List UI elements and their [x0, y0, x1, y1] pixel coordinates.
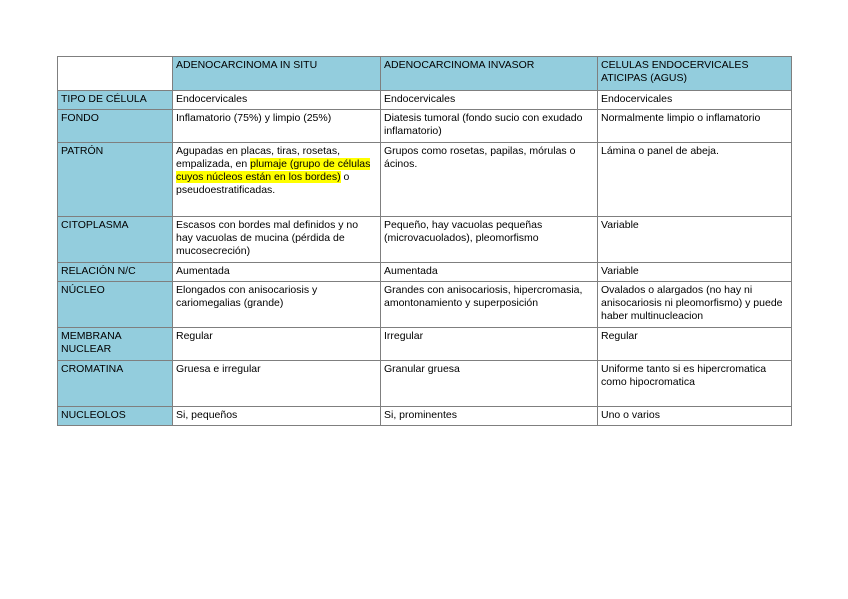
row-label-fondo: FONDO [58, 110, 173, 143]
cell: Endocervicales [598, 91, 792, 110]
cell: Granular gruesa [381, 361, 598, 407]
cell: Diatesis tumoral (fondo sucio con exudado inflamatorio) [381, 110, 598, 143]
cell: Uniforme tanto si es hipercromatica como hipocromatica [598, 361, 792, 407]
cell: Grupos como rosetas, papilas, mórulas o ácinos. [381, 143, 598, 217]
row-label-tipo-de-celula: TIPO DE CÉLULA [58, 91, 173, 110]
cell: Uno o varios [598, 407, 792, 426]
table-row [58, 91, 792, 110]
comparison-table [57, 56, 792, 426]
row-label-patron: PATRÓN [58, 143, 173, 217]
cell: Pequeño, hay vacuolas pequeñas (microvacuolados), pleomorfismo [381, 217, 598, 263]
cell-text: o pseudoestratificadas. [176, 171, 350, 196]
cell: Si, pequeños [173, 407, 381, 426]
table-row [58, 263, 792, 282]
row-label-nucleo: NÚCLEO [58, 282, 173, 328]
table-row [58, 361, 792, 407]
table-row [58, 217, 792, 263]
cell: Endocervicales [381, 91, 598, 110]
cell: Escasos con bordes mal definidos y no hay vacuolas de mucina (pérdida de mucosecreción) [173, 217, 381, 263]
cell: Inflamatorio (75%) y limpio (25%) [173, 110, 381, 143]
cell: Regular [598, 328, 792, 361]
row-label-membrana-nuclear: MEMBRANA NUCLEAR [58, 328, 173, 361]
row-label-nucleolos: NUCLEOLOS [58, 407, 173, 426]
highlighted-text: plumaje (grupo de células cuyos núcleos están en los bordes) [176, 158, 371, 183]
header-adenocarcinoma-invasor: ADENOCARCINOMA INVASOR [381, 57, 598, 91]
table-row [58, 328, 792, 361]
cell: Irregular [381, 328, 598, 361]
cell-patron-in-situ [173, 143, 381, 217]
cell: Aumentada [173, 263, 381, 282]
cell: Elongados con anisocariosis y cariomegalias (grande) [173, 282, 381, 328]
cell: Normalmente limpio o inflamatorio [598, 110, 792, 143]
header-adenocarcinoma-in-situ: ADENOCARCINOMA IN SITU [173, 57, 381, 91]
header-agus: CELULAS ENDOCERVICALES ATICIPAS (AGUS) [598, 57, 792, 91]
row-label-cromatina: CROMATINA [58, 361, 173, 407]
cell: Grandes con anisocariosis, hipercromasia, amontonamiento y superposición [381, 282, 598, 328]
cell: Ovalados o alargados (no hay ni anisocariosis ni pleomorfismo) y puede haber multinucleacion [598, 282, 792, 328]
cell: Gruesa e irregular [173, 361, 381, 407]
header-row [58, 57, 792, 91]
table-row [58, 407, 792, 426]
table-row [58, 110, 792, 143]
cell-text: Agupadas en placas, tiras, rosetas, empalizada, en [176, 145, 341, 170]
table-row [58, 143, 792, 217]
cell: Regular [173, 328, 381, 361]
cell: Variable [598, 263, 792, 282]
cell: Variable [598, 217, 792, 263]
corner-cell [58, 57, 173, 91]
row-label-citoplasma: CITOPLASMA [58, 217, 173, 263]
cell: Aumentada [381, 263, 598, 282]
table-row [58, 282, 792, 328]
cell: Endocervicales [173, 91, 381, 110]
cell: Si, prominentes [381, 407, 598, 426]
row-label-relacion-nc: RELACIÓN N/C [58, 263, 173, 282]
cell: Lámina o panel de abeja. [598, 143, 792, 217]
